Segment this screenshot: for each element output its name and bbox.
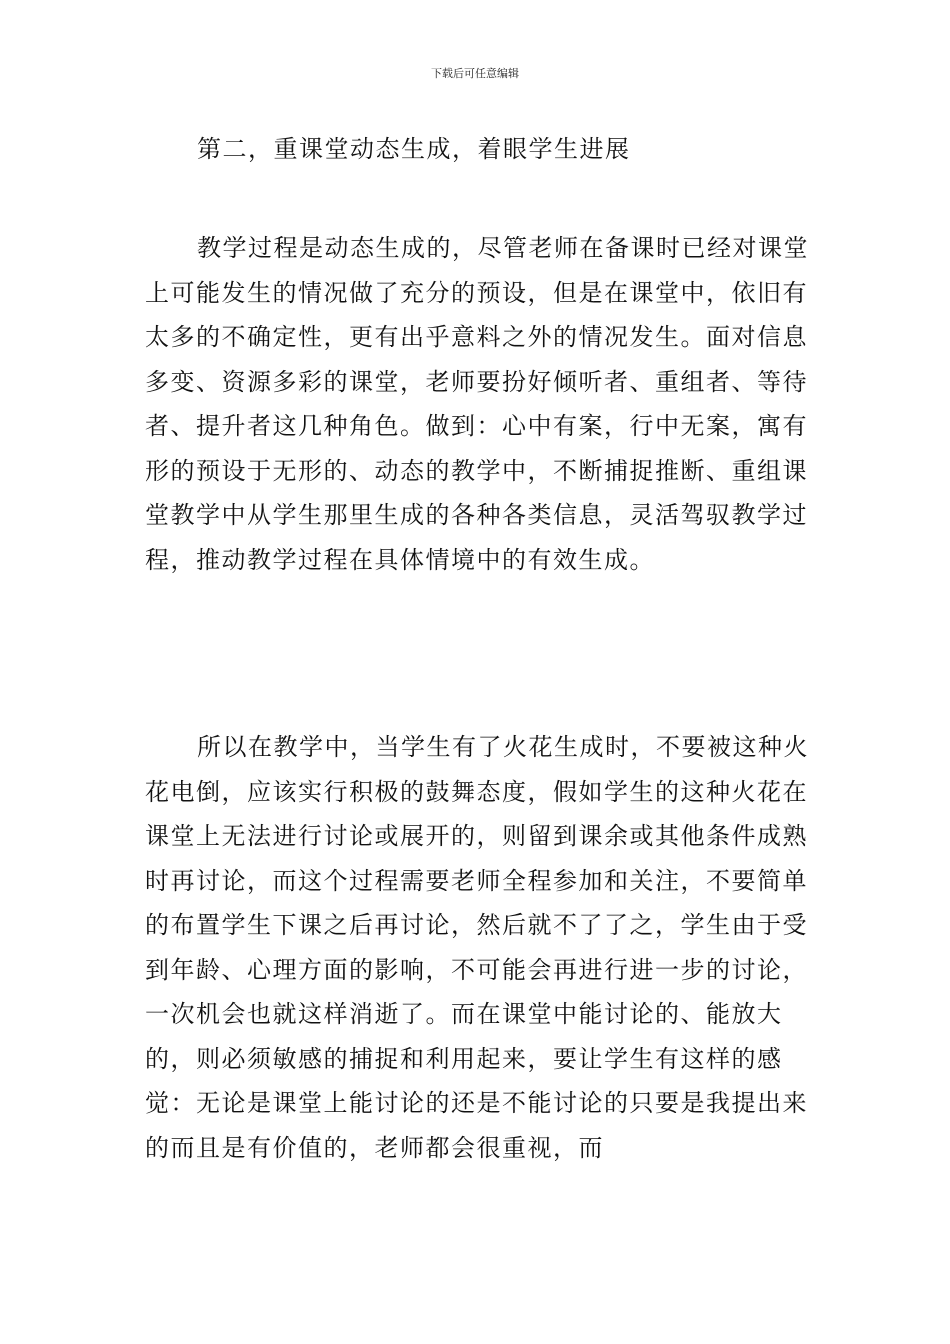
section-heading: 第二，重课堂动态生成，着眼学生进展 [197, 135, 631, 163]
page-header: 下载后可任意编辑 [431, 67, 519, 80]
paragraph-2: 所以在教学中，当学生有了火花生成时，不要被这种火花电倒，应该实行积极的鼓舞态度，假如学生的这种火花在课堂上无法进行讨论或展开的，则留到课余或其他条件成熟时再讨论，而这个过程需要老师全程参加和关注，不要简单的布置学生下课之后再讨论，然后就不了了之，学生由于受到年龄、心理方面的影响，不可能会再进行进一步的讨论，一次机会也就这样消逝了。而在课堂中能讨论的、能放大的，则必须敏感的捕捉和利用起来，要让学生有这样的感觉：无论是课堂上能讨论的还是不能讨论的只要是我提出来的而且是有价值的，老师都会很重视，而 [145, 733, 809, 1162]
paragraph-1: 教学过程是动态生成的，尽管老师在备课时已经对课堂上可能发生的情况做了充分的预设，但是在课堂中，依旧有太多的不确定性，更有出乎意料之外的情况发生。面对信息多变、资源多彩的课堂，老师要扮好倾听者、重组者、等待者、提升者这几种角色。做到：心中有案，行中无案，寓有形的预设于无形的、动态的教学中，不断捕捉推断、重组课堂教学中从学生那里生成的各种各类信息，灵活驾驭教学过程，推动教学过程在具体情境中的有效生成。 [145, 234, 809, 574]
